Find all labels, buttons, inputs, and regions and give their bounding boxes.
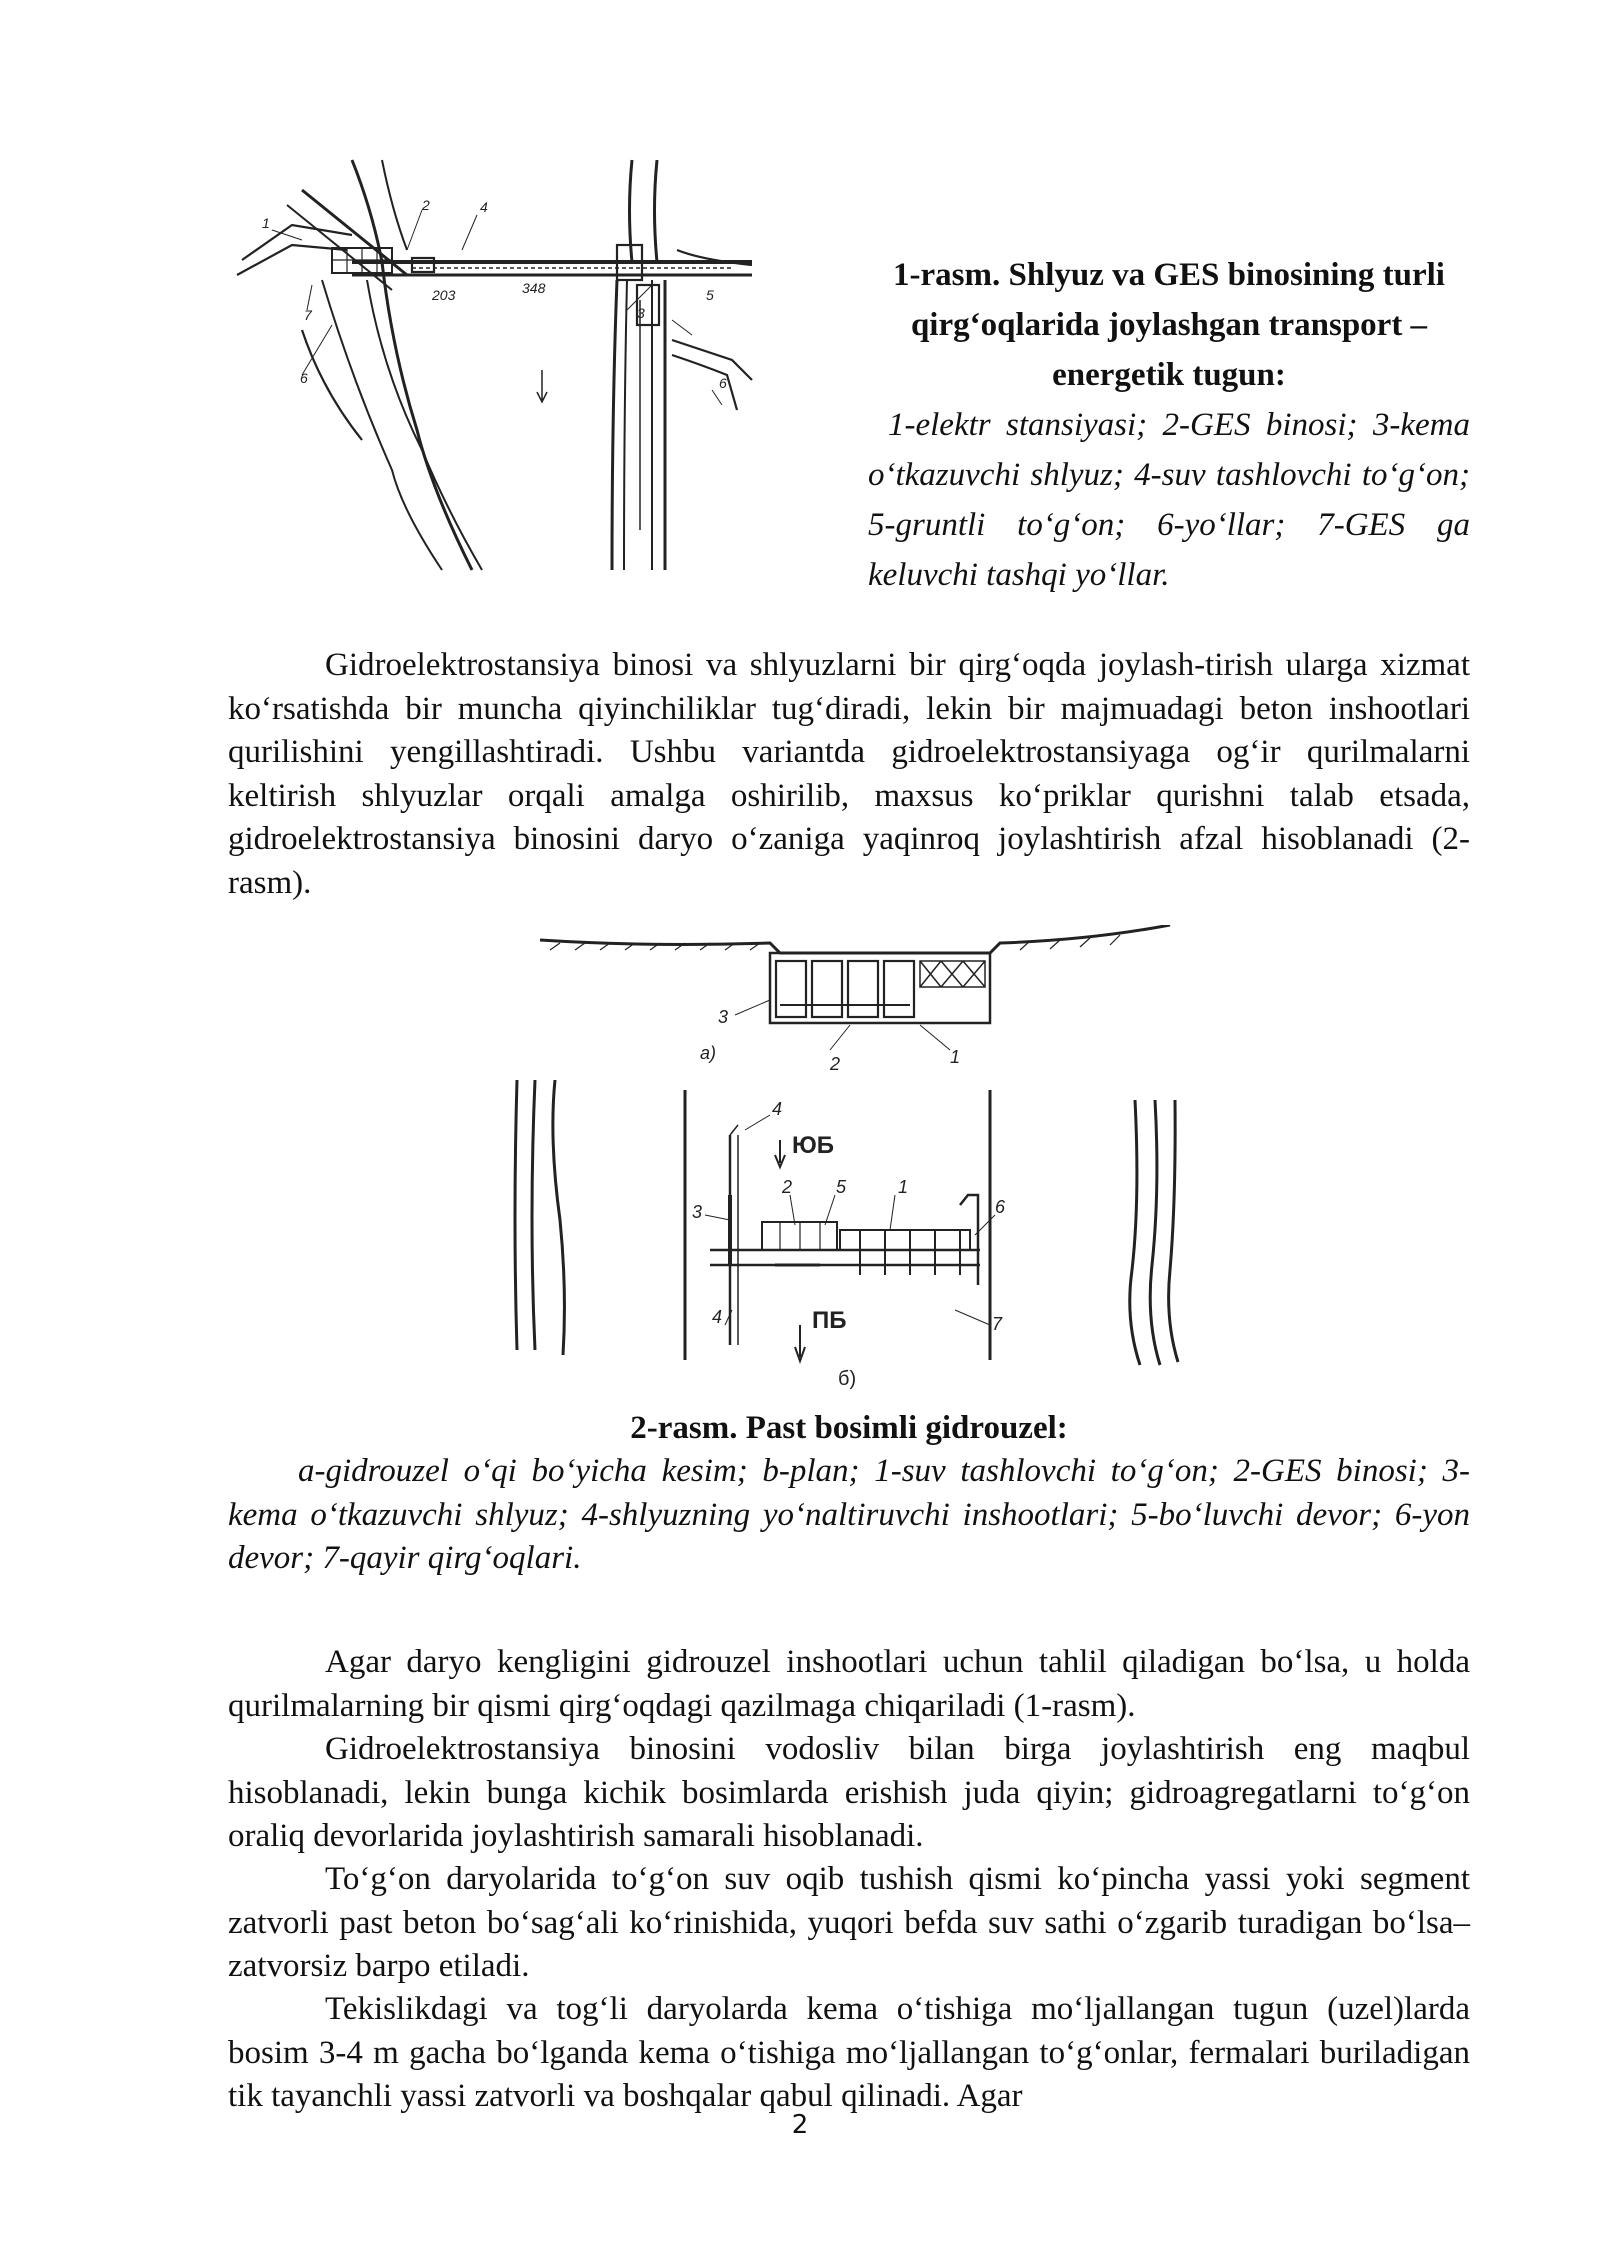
paragraph-2: Agar daryo kengligini gidrouzel inshootlari uchun tahlil qiladigan bo‘lsa, u holda qurilmalarning bir qismi qirg‘oqdagi qazilmaga chiqariladi (1-rasm). <box>228 1644 1470 1724</box>
figure2-section-drawing <box>530 925 1180 1080</box>
figure1-legend: 1-elektr stansiyasi; 2-GES binosi; 3-kema o‘tkazuvchi shlyuz; 4-suv tashlovchi to‘g‘on; 5-gruntli to‘g‘on; 6-yo‘llar; 7-GES ga keluvchi tashqi yo‘llar. <box>868 407 1470 593</box>
fig2b-label-4-bottom: 4 <box>712 1307 723 1327</box>
fig2b-upstream-label: ЮБ <box>792 1132 834 1159</box>
fig2a-label-3: 3 <box>718 1007 729 1027</box>
fig2b-label-7: 7 <box>992 1314 1003 1334</box>
paragraph-3: Gidroelektrostansiya binosini vodosliv bilan birga joylashtirish eng maqbul hisoblanadi, lekin bunga kichik bosimlarda erishish juda qiyin; gidroagregatlarni to‘g‘on oraliq devorlarida joylashtirish samarali hisoblanadi. <box>228 1731 1470 1854</box>
fig2b-label-6: 6 <box>995 1197 1006 1217</box>
paragraph-5: Tekislikdagi va tog‘li daryolarda kema o‘tishiga mo‘ljallangan tugun (uzel)larda bosim 3-4 m gacha bo‘lganda kema o‘tishiga mo‘ljallangan to‘g‘onlar, fermalari buriladigan tik tayanchli yassi zatvorli va boshqalar qabul qilinadi. Agar <box>228 1991 1470 2114</box>
figure1-plan-drawing <box>232 150 762 580</box>
figure1-title: 1-rasm. Shlyuz va GES binosining turli qirg‘oqlarida joylashgan transport – energetik tugun: <box>893 257 1445 393</box>
fig2b-letter: б) <box>838 1368 857 1390</box>
fig2b-label-4-top: 4 <box>772 1099 783 1119</box>
paragraph-4: To‘g‘on daryolarida to‘g‘on suv oqib tushish qismi ko‘pincha yassi yoki segment zatvorli past beton bo‘sag‘ali ko‘rinishida, yuqori befda suv sathi o‘zgarib turadigan bo‘lsa–zatvorsiz barpo etiladi. <box>228 1861 1470 1984</box>
figure2-title: 2-rasm. Past bosimli gidrouzel: <box>630 1410 1068 1446</box>
fig2a-label-1: 1 <box>950 1047 961 1067</box>
fig2a-letter: а) <box>700 1043 717 1063</box>
fig1-label-3: 3 <box>637 305 645 321</box>
fig1-label-6b: 6 <box>719 375 727 391</box>
page-number: 2 <box>791 2110 809 2140</box>
paragraph-1: Gidroelektrostansiya binosi va shlyuzlarni bir qirg‘oqda joylash-tirish ularga xizmat ko‘rsatishda bir muncha qiyinchiliklar tug‘diradi, lekin bir majmuadagi beton inshootlari qurilishini yengillashtiradi. Ushbu variantda gidroelektrostansiyaga og‘ir qurilmalarni keltirish shlyuzlar orqali amalga oshirilib, maxsus ko‘priklar qurishni talab etsada, gidroelektrostansiya binosini daryo o‘zaniga yaqinroq joylashtirish afzal hisoblanadi (2-rasm). <box>228 647 1470 901</box>
fig1-label-6a: 6 <box>300 370 308 386</box>
fig2b-label-1: 1 <box>898 1177 909 1197</box>
fig1-dimension-348: 348 <box>522 280 546 296</box>
fig2b-label-2: 2 <box>782 1177 793 1197</box>
fig1-label-5: 5 <box>706 287 714 303</box>
fig1-label-7: 7 <box>304 307 312 323</box>
fig1-label-1: 1 <box>262 215 270 231</box>
figure2-plan-drawing <box>500 1085 1200 1395</box>
fig2b-downstream-label: ПБ <box>812 1307 847 1334</box>
fig2a-label-2: 2 <box>830 1054 841 1074</box>
figure1-caption <box>868 250 1470 600</box>
figure2-legend: a-gidrouzel o‘qi bo‘yicha kesim; b-plan; 1-suv tashlovchi to‘g‘on; 2-GES binosi; 3-kema o‘tkazuvchi shlyuz; 4-shlyuzning yo‘naltiruvchi inshootlari; 5-bo‘luvchi devor; 6-yon devor; 7-qayir qirg‘oqlari. <box>228 1453 1470 1576</box>
fig2b-label-3: 3 <box>692 1202 703 1222</box>
fig1-dimension-203: 203 <box>432 287 456 303</box>
fig2b-label-5: 5 <box>836 1177 847 1197</box>
fig1-label-2: 2 <box>422 197 430 213</box>
fig1-label-4: 4 <box>480 199 488 215</box>
